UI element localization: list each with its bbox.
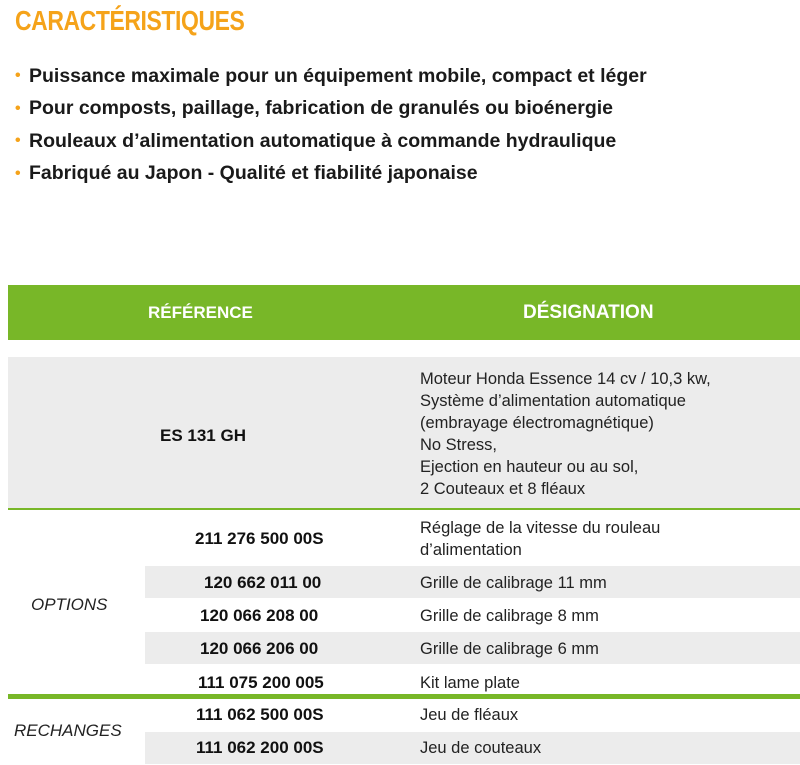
designation-line: Moteur Honda Essence 14 cv / 10,3 kw, — [420, 370, 711, 388]
bullet-icon: • — [15, 164, 21, 182]
designation-line: Réglage de la vitesse du rouleau — [420, 519, 661, 537]
header-designation: DÉSIGNATION — [523, 302, 654, 323]
bullet-icon: • — [15, 99, 21, 117]
designation-line: No Stress, — [420, 436, 498, 454]
designation-line: (embrayage électromagnétique) — [420, 414, 654, 432]
page-title: CARACTÉRISTIQUES — [15, 5, 245, 36]
feature-text: Rouleaux d’alimentation automatique à commande hydraulique — [29, 129, 617, 152]
option-designation: Grille de calibrage 11 mm — [420, 574, 607, 592]
option-reference: 211 276 500 00S — [195, 529, 324, 548]
rechange-designation: Jeu de fléaux — [420, 706, 519, 724]
bullet-icon: • — [15, 67, 21, 85]
option-reference: 111 075 200 005 — [198, 673, 324, 692]
option-designation: Grille de calibrage 6 mm — [420, 640, 599, 658]
feature-item — [15, 125, 647, 158]
options-label: OPTIONS — [31, 595, 108, 614]
header-reference: RÉFÉRENCE — [148, 303, 253, 322]
feature-item — [15, 158, 647, 191]
rechanges-label: RECHANGES — [14, 721, 122, 740]
table-header — [8, 285, 800, 340]
feature-text: Pour composts, paillage, fabrication de granulés ou bioénergie — [29, 97, 614, 120]
rechange-reference: 111 062 200 00S — [196, 738, 324, 757]
designation-line: d’alimentation — [420, 541, 522, 559]
rechange-reference: 111 062 500 00S — [196, 705, 324, 724]
feature-item — [15, 93, 647, 126]
section-divider — [8, 508, 800, 510]
main-designation — [420, 368, 711, 500]
option-designation: Kit lame plate — [420, 674, 520, 692]
feature-list — [15, 60, 647, 190]
option-reference: 120 066 206 00 — [200, 639, 319, 658]
designation-line: Système d’alimentation automatique — [420, 392, 686, 410]
bullet-icon: • — [15, 132, 21, 150]
main-reference: ES 131 GH — [160, 426, 246, 445]
option-reference: 120 066 208 00 — [200, 606, 319, 625]
option-designation — [420, 517, 660, 561]
feature-text: Fabriqué au Japon - Qualité et fiabilité japonaise — [29, 162, 478, 185]
option-reference: 120 662 011 00 — [204, 573, 322, 592]
feature-text: Puissance maximale pour un équipement mobile, compact et léger — [29, 64, 647, 87]
rechange-designation: Jeu de couteaux — [420, 739, 542, 757]
designation-line: Ejection en hauteur ou au sol, — [420, 458, 639, 476]
section-divider — [8, 694, 800, 699]
feature-item — [15, 60, 647, 93]
option-designation: Grille de calibrage 8 mm — [420, 607, 599, 625]
designation-line: 2 Couteaux et 8 fléaux — [420, 480, 586, 498]
